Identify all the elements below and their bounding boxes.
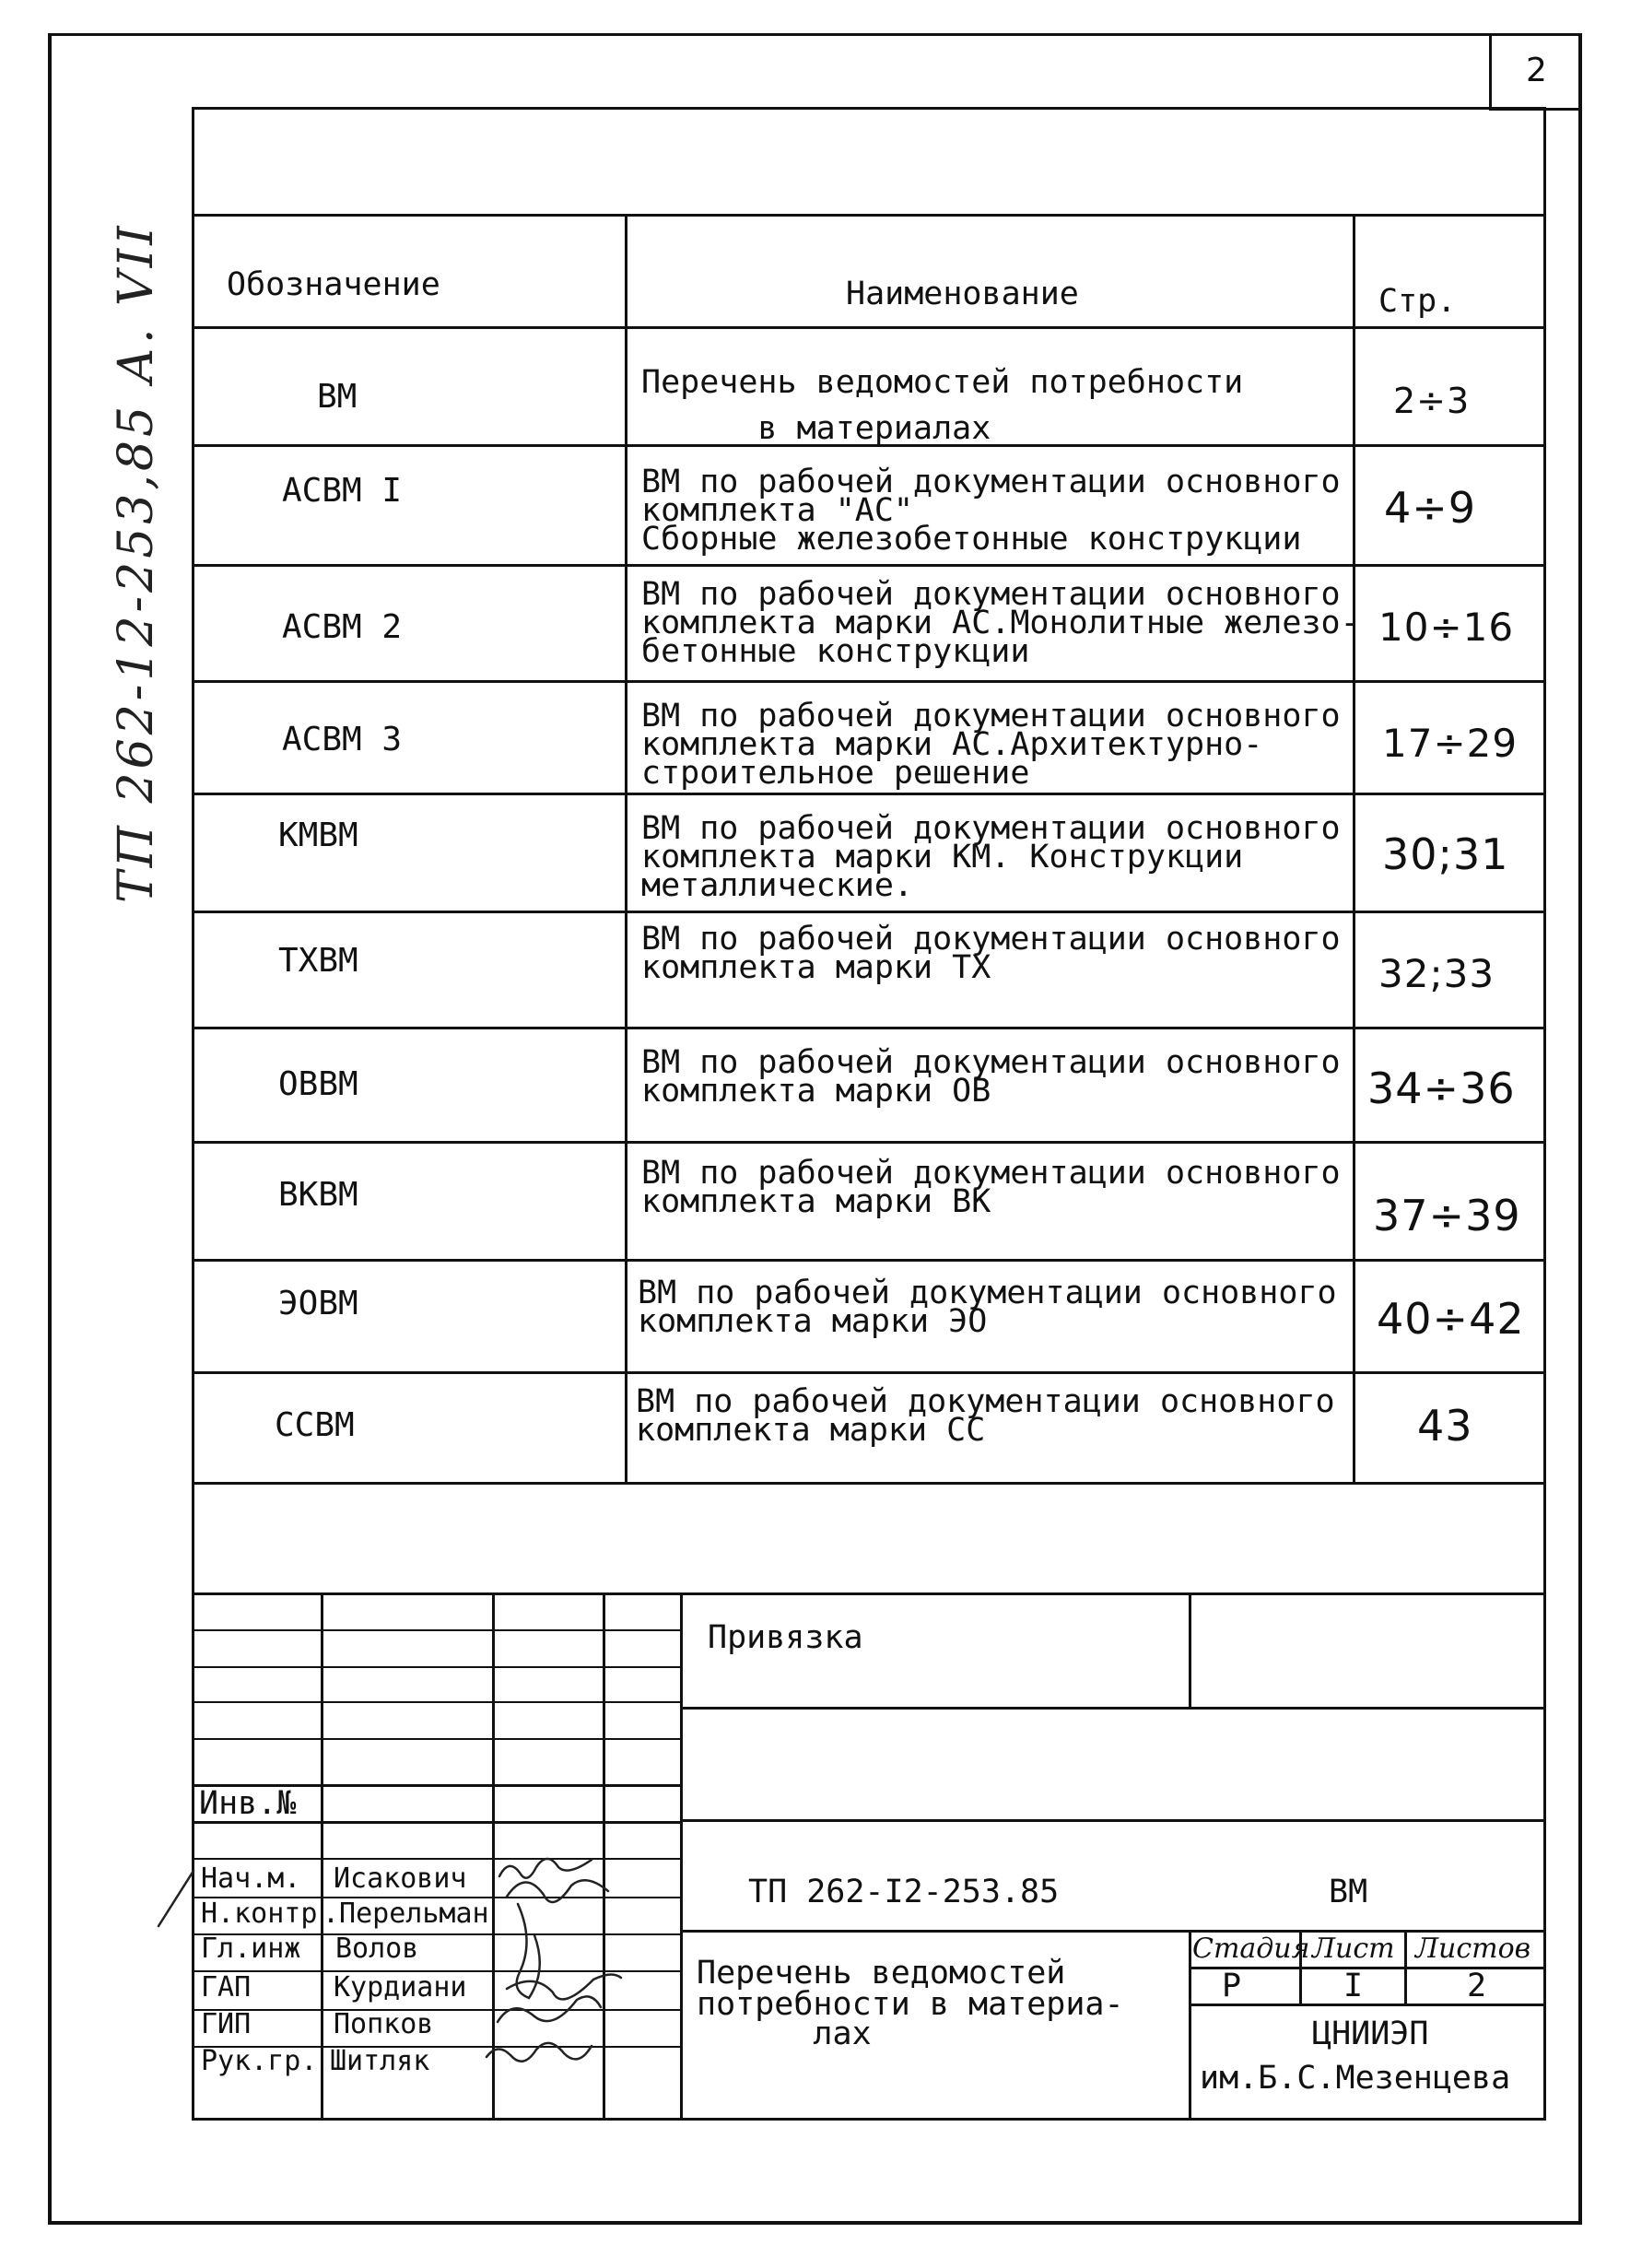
organization-name: ЦНИИЭП [1312,2015,1429,2052]
signatory-role-4: ГИП [201,2008,252,2040]
signatory-name-5: Шитляк [330,2045,430,2077]
signatory-name-4: Попков [334,2008,434,2040]
row-5-code: ТХВМ [278,942,358,980]
document-mark: ВМ [1329,1874,1368,1910]
signatory-name-1: .Перельман [322,1898,489,1930]
signatory-role-2: Гл.инж [201,1933,301,1965]
row-4-code: КМВМ [278,817,358,854]
stamp-title-line-1: потребности в материа- [697,1986,1124,2023]
sheet-label: Лист [1312,1933,1395,1965]
sheet-value: I [1343,1968,1364,2004]
row-3-code: АСВМ 3 [282,721,403,758]
row-8-code: ЭОВМ [278,1285,358,1322]
signatory-role-1: Н.контр [201,1898,318,1930]
row-1-name: ВМ по рабочей документации основного комплекта "АС" Сборные железобетонные конструкции [641,464,1341,558]
stamp-title-line-0: Перечень ведомостей [697,1955,1066,1992]
signatory-name-3: Курдиани [334,1971,467,2004]
header-name: Наименование [846,276,1079,312]
row-1-code: АСВМ I [282,472,403,510]
document-code: ТП 262-I2-253.85 [748,1874,1060,1910]
stage-label: Стадия [1192,1933,1310,1965]
row-5-name: ВМ по рабочей документации основного комплекта марки ТХ [641,921,1341,986]
inventory-number-label: Инв.№ [199,1785,297,1822]
row-3-name: ВМ по рабочей документации основного комплекта марки АС.Архитектурно- строительное решение [641,698,1341,792]
row-8-pages: 40÷42 [1377,1294,1525,1344]
row-6-pages: 34÷36 [1367,1063,1516,1113]
privyazka-label: Привязка [708,1619,863,1656]
signatory-role-0: Нач.м. [201,1863,301,1895]
header-designation: Обозначение [227,266,440,303]
row-6-code: ОВВМ [278,1065,358,1103]
signatory-name-0: Исакович [334,1863,467,1895]
row-3-pages: 17÷29 [1382,721,1519,766]
row-7-name: ВМ по рабочей документации основного комплекта марки ВК [641,1155,1341,1220]
organization-named-after: им.Б.С.Мезенцева [1200,2060,1511,2097]
page-number: 2 [1489,33,1581,111]
row-0-pages: 2÷3 [1393,381,1471,421]
stamp-title-line-2: лах [697,2015,872,2052]
row-0-code: ВМ [317,378,358,416]
row-0-name: Перечень ведомостей потребности в материалах [641,364,1244,447]
signatory-role-5: Рук.гр. [201,2045,318,2077]
side-document-code: ТП 262-12-253,85 А. VII [109,222,164,903]
row-1-pages: 4÷9 [1384,483,1477,533]
row-9-name: ВМ по рабочей документации основного комплекта марки СС [636,1383,1335,1449]
signatures-graphic [157,1852,673,2092]
header-pages: Стр. [1378,283,1457,320]
sheets-value: 2 [1467,1968,1487,2004]
row-2-pages: 10÷16 [1378,605,1515,650]
row-2-code: АСВМ 2 [282,608,403,646]
row-8-name: ВМ по рабочей документации основного комплекта марки ЭО [638,1275,1337,1340]
row-5-pages: 32;33 [1378,951,1495,996]
stage-value: Р [1222,1968,1242,2004]
signatory-role-3: ГАП [201,1971,252,2004]
row-6-name: ВМ по рабочей документации основного комплекта марки ОВ [641,1044,1341,1110]
signatory-name-2: Волов [335,1933,419,1965]
row-2-name: ВМ по рабочей документации основного комплекта марки АС.Монолитные железо- бетонные конструкции [641,576,1360,670]
row-4-pages: 30;31 [1382,829,1509,879]
sheets-label: Листов [1415,1933,1531,1965]
row-9-pages: 43 [1417,1401,1473,1451]
row-9-code: ССВМ [275,1406,355,1444]
row-7-pages: 37÷39 [1373,1191,1521,1240]
row-4-name: ВМ по рабочей документации основного комплекта марки КМ. Конструкции металлические. [641,810,1341,904]
row-7-code: ВКВМ [278,1176,358,1214]
